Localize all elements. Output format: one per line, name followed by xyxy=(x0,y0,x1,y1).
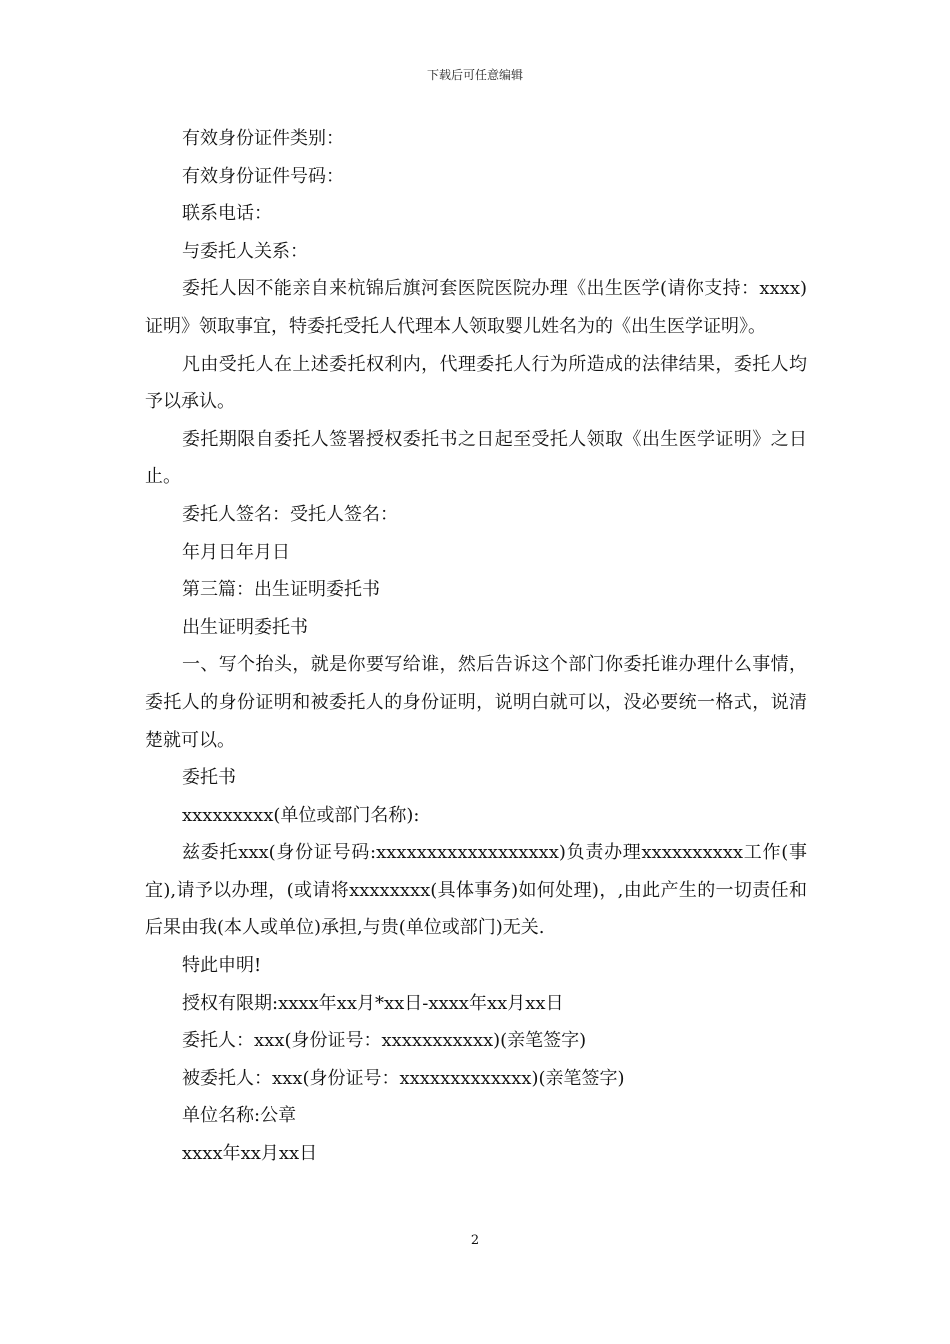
letter-validity: 授权有限期:xxxx年xx月*xx日-xxxx年xx月xx日 xyxy=(182,992,564,1014)
paragraph-authorization: 委托人因不能亲自来杭锦后旗河套医院医院办理《出生医学(请你支持：xxxx)证明》领取事宜，特委托受托人代理本人领取婴儿姓名为的《出生医学证明》。 xyxy=(145,278,807,337)
letter-recipient: xxxxxxxxx(单位或部门名称): xyxy=(182,804,420,826)
page-number: 2 xyxy=(470,1233,480,1248)
letter-date: xxxx年xx月xx日 xyxy=(182,1143,318,1165)
section-title: 第三篇：出生证明委托书 xyxy=(182,579,380,601)
letter-body: 兹委托xxx(身份证号码:xxxxxxxxxxxxxxxxxx)负责办理xxxxxxxxxx工作(事宜),请予以办理，(或请将xxxxxxxx(具体事务)如何处理)，,由此产生的一切责任和后果由我(本人或单位)承担,与贵(单位或部门)无关. xyxy=(145,842,807,939)
letter-agent: 被委托人：xxx(身份证号：xxxxxxxxxxxxx)(亲笔签字) xyxy=(182,1067,625,1089)
signature-line: 委托人签名：受托人签名： xyxy=(182,503,398,525)
letter-title: 委托书 xyxy=(182,767,236,789)
field-id-number: 有效身份证件号码： xyxy=(182,165,344,187)
letter-declaration: 特此申明! xyxy=(182,955,262,977)
document-body xyxy=(145,120,807,1173)
date-line: 年月日年月日 xyxy=(182,541,290,563)
document-title: 出生证明委托书 xyxy=(182,616,308,638)
field-relation: 与委托人关系： xyxy=(182,240,308,262)
letter-unit-seal: 单位名称:公章 xyxy=(182,1105,297,1127)
field-id-type: 有效身份证件类别： xyxy=(182,128,344,149)
letter-principal: 委托人：xxx(身份证号：xxxxxxxxxxx)(亲笔签字) xyxy=(182,1030,587,1052)
page-header: 下载后可任意编辑 xyxy=(426,68,523,82)
paragraph-term: 委托期限自委托人签署授权委托书之日起至受托人领取《出生医学证明》之日止。 xyxy=(145,428,807,488)
field-phone: 联系电话： xyxy=(182,203,272,225)
paragraph-instructions: 一、写个抬头，就是你要写给谁，然后告诉这个部门你委托谁办理什么事情，委托人的身份证明和被委托人的身份证明，说明白就可以，没必要统一格式，说清楚就可以。 xyxy=(145,654,807,751)
paragraph-legal-result: 凡由受托人在上述委托权利内，代理委托人行为所造成的法律结果，委托人均予以承认。 xyxy=(145,353,807,413)
